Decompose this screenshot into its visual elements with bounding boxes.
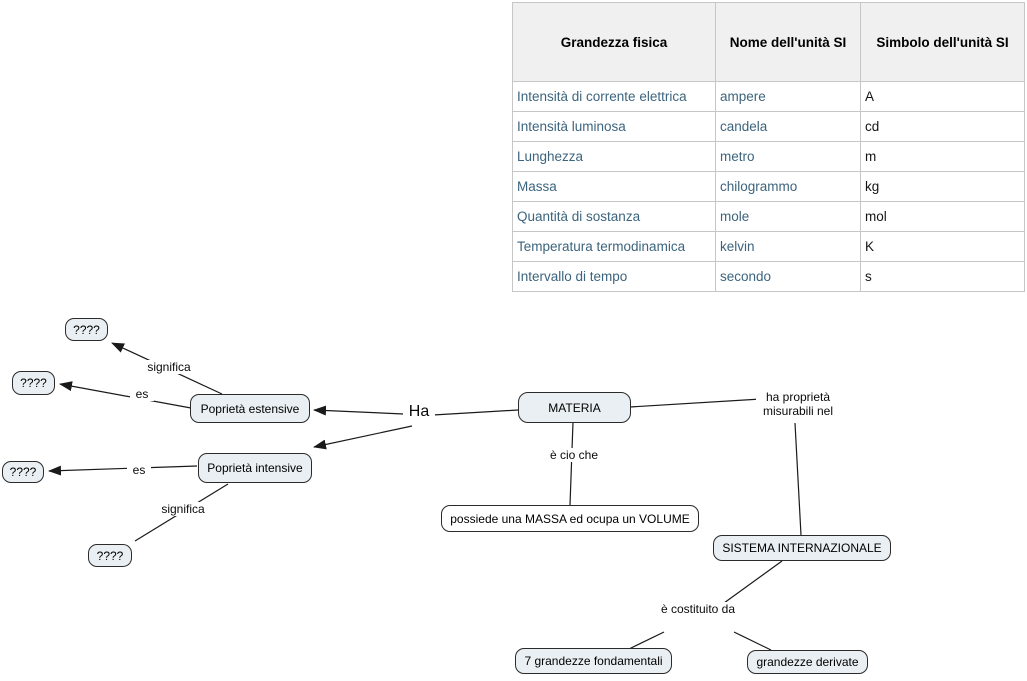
table-cell-nome: ampere [716, 82, 861, 112]
node-sistema-internazionale[interactable]: SISTEMA INTERNAZIONALE [713, 535, 891, 561]
node-unknown-4[interactable]: ???? [88, 544, 132, 567]
table-cell-nome: secondo [716, 262, 861, 292]
column-header-grandezza: Grandezza fisica [513, 3, 716, 82]
node-grandezze-derivate[interactable]: grandezze derivate [747, 650, 868, 674]
table-cell-simbolo: cd [861, 112, 1025, 142]
table-cell-simbolo: m [861, 142, 1025, 172]
table-row [513, 202, 1025, 232]
edge-label-e-cio-che[interactable]: è cio che [545, 448, 603, 462]
node-materia[interactable]: MATERIA [518, 392, 631, 423]
table-cell-simbolo: K [861, 232, 1025, 262]
edge-label-significa-intensive[interactable]: significa [158, 502, 208, 516]
node-unknown-2[interactable]: ???? [12, 371, 55, 395]
edge-label-e-costituito-da[interactable]: è costituito da [656, 602, 740, 616]
node-possiede-massa-volume[interactable]: possiede una MASSA ed ocupa un VOLUME [441, 505, 699, 532]
edge-label-significa-estensive[interactable]: significa [144, 360, 194, 374]
table-cell-simbolo: s [861, 262, 1025, 292]
table-cell-grandezza: Temperatura termodinamica [513, 232, 716, 262]
edge-label-ha[interactable]: Ha [403, 405, 435, 419]
edge-label-es-intensive[interactable]: es [127, 463, 151, 477]
node-proprieta-intensive[interactable]: Poprietà intensive [198, 453, 312, 483]
table-cell-grandezza: Intervallo di tempo [513, 262, 716, 292]
table-row [513, 82, 1025, 112]
table-cell-grandezza: Intensità di corrente elettrica [513, 82, 716, 112]
node-unknown-3[interactable]: ???? [2, 461, 44, 483]
si-units-table [512, 2, 1025, 292]
table-cell-nome: metro [716, 142, 861, 172]
table-row [513, 172, 1025, 202]
table-row [513, 142, 1025, 172]
table-cell-grandezza: Quantità di sostanza [513, 202, 716, 232]
table-cell-nome: chilogrammo [716, 172, 861, 202]
table-cell-nome: mole [716, 202, 861, 232]
table-cell-nome: candela [716, 112, 861, 142]
node-proprieta-estensive[interactable]: Poprietà estensive [190, 394, 310, 423]
table-cell-grandezza: Intensità luminosa [513, 112, 716, 142]
table-cell-simbolo: A [861, 82, 1025, 112]
table-row [513, 232, 1025, 262]
column-header-nome-unita: Nome dell'unità SI [716, 3, 861, 82]
edge-label-ha-proprieta-misurabili-nel[interactable]: ha proprietà misurabili nel [756, 390, 840, 418]
node-7-grandezze-fondamentali[interactable]: 7 grandezze fondamentali [515, 648, 672, 674]
table-row [513, 262, 1025, 292]
node-unknown-1[interactable]: ???? [65, 318, 108, 341]
table-cell-grandezza: Lunghezza [513, 142, 716, 172]
column-header-simbolo-unita: Simbolo dell'unità SI [861, 3, 1025, 82]
table-row [513, 112, 1025, 142]
table-cell-nome: kelvin [716, 232, 861, 262]
table-cell-grandezza: Massa [513, 172, 716, 202]
table-header-row [513, 3, 1025, 82]
table-cell-simbolo: mol [861, 202, 1025, 232]
table-cell-simbolo: kg [861, 172, 1025, 202]
edge-label-es-estensive[interactable]: es [130, 387, 154, 401]
